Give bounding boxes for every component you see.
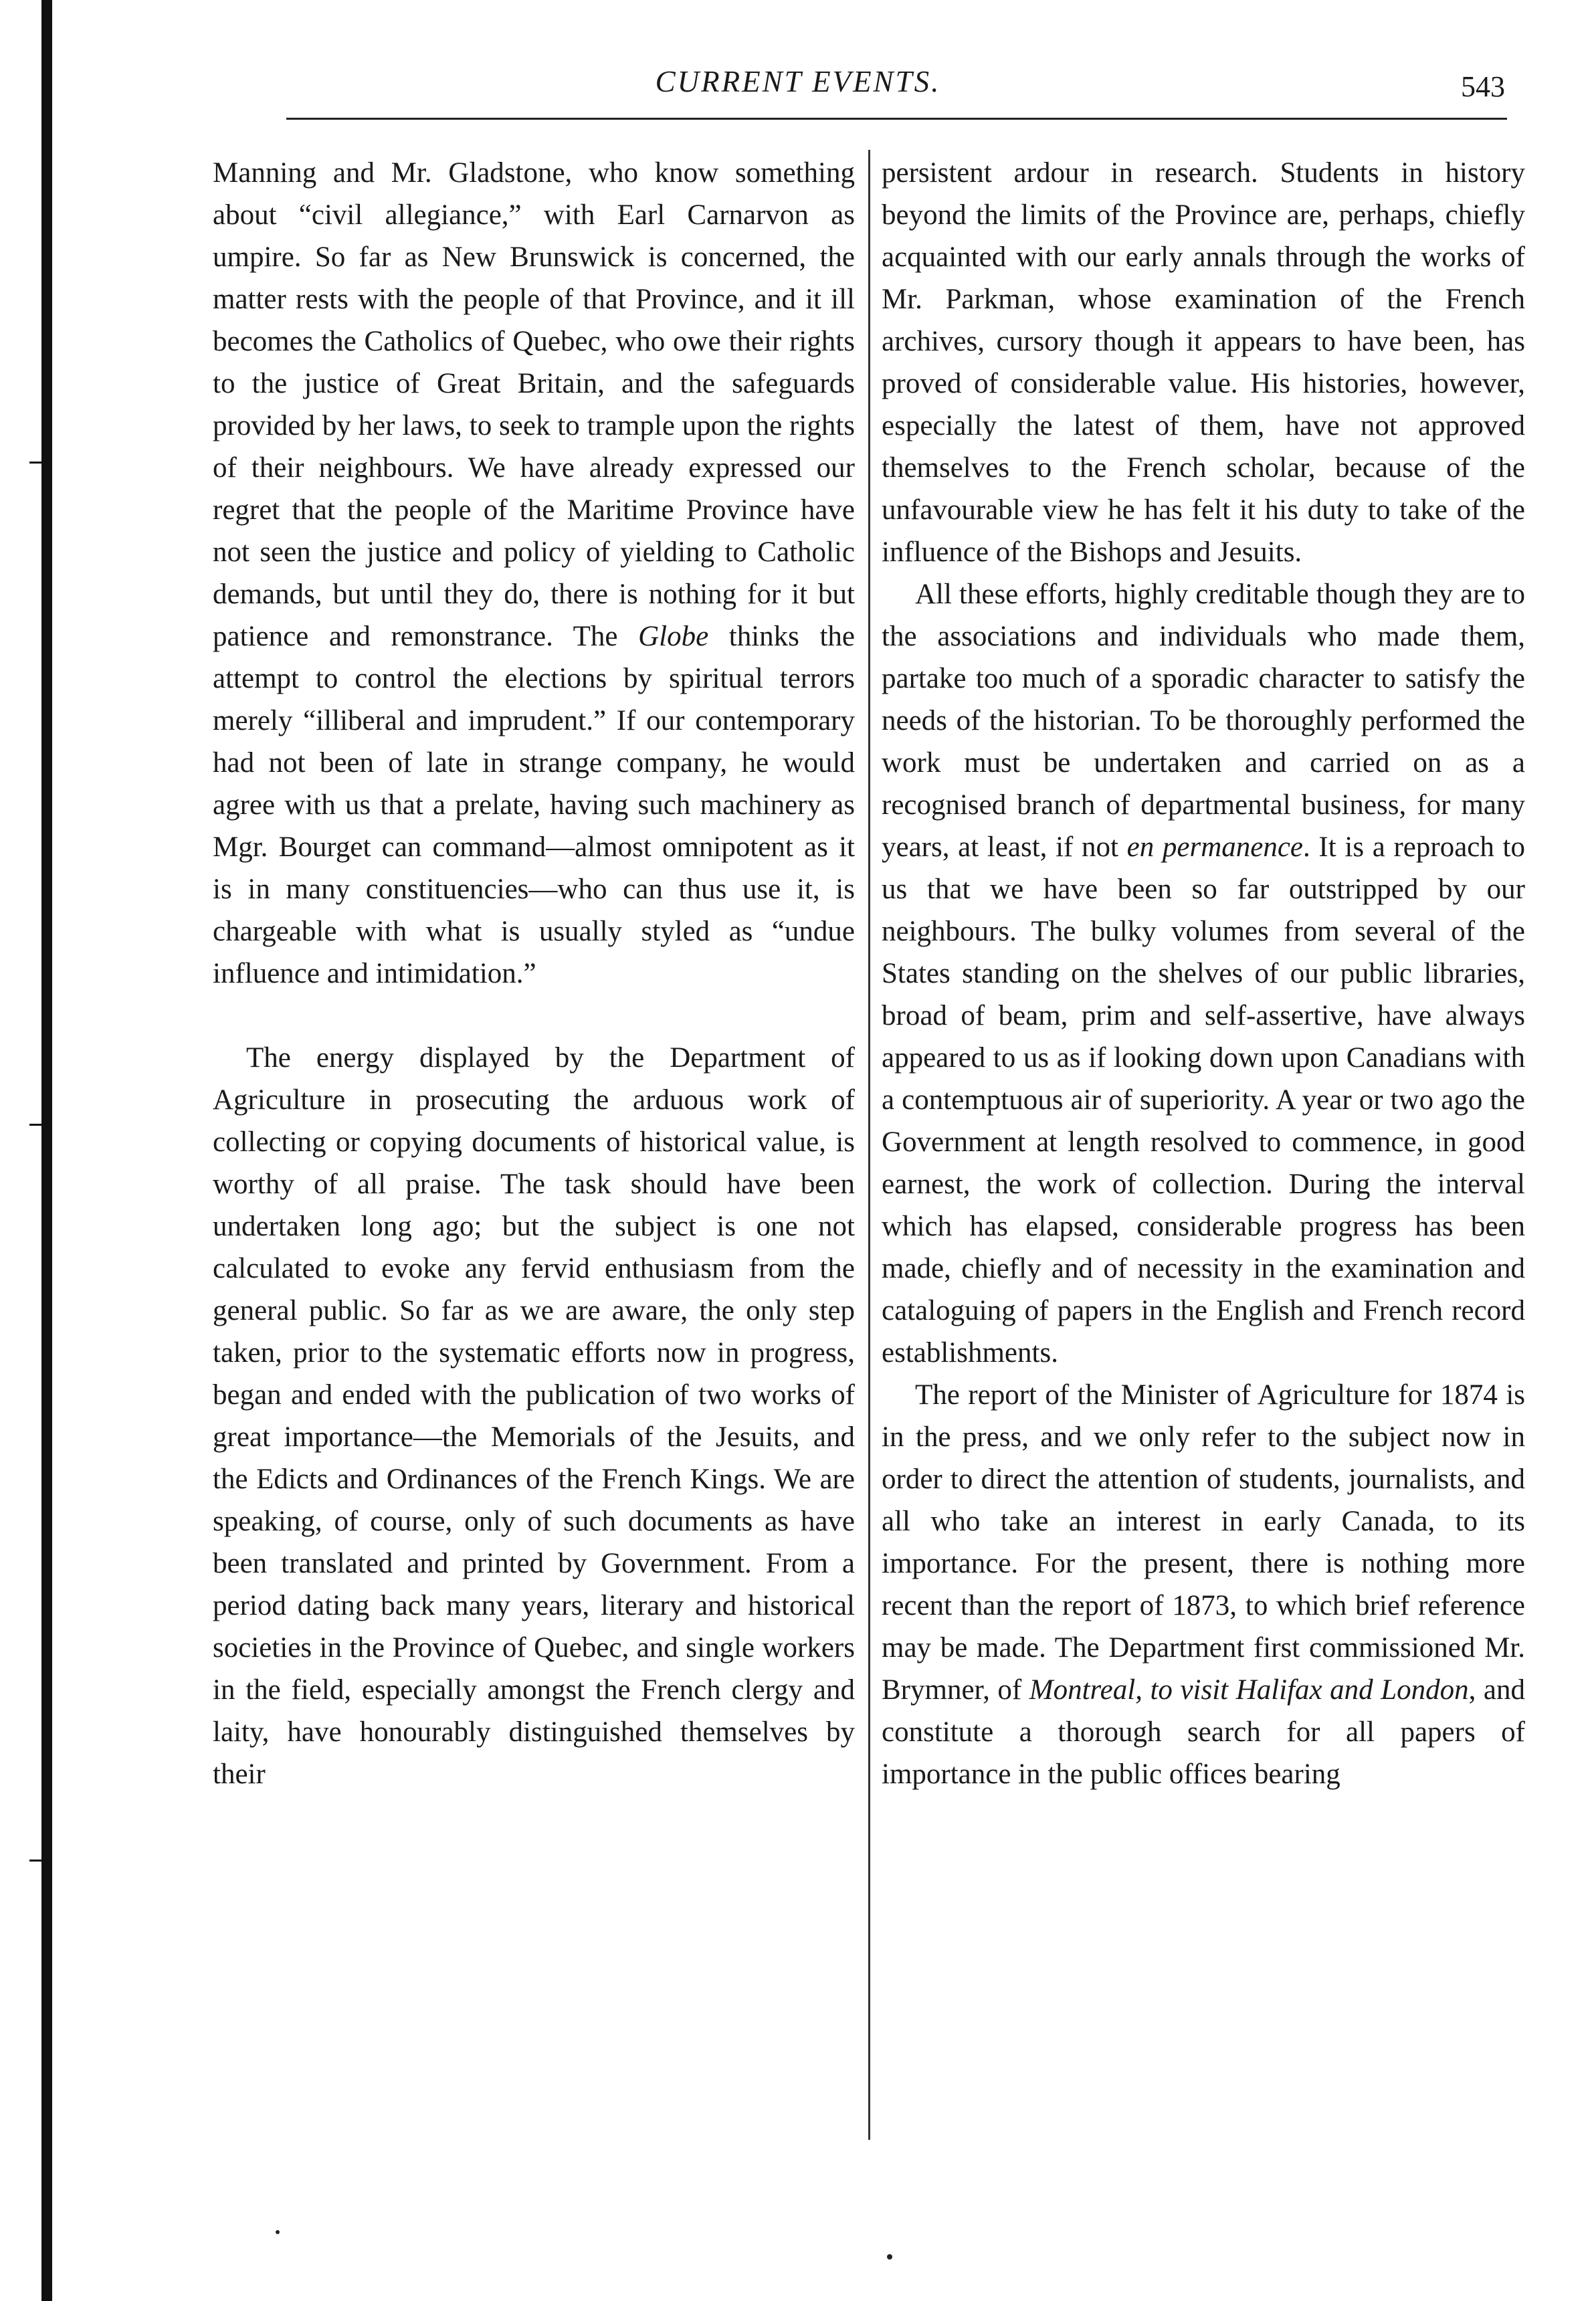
right-paragraph-3: The report of the Minister of Agriculture for 1874 is in the press, and we only refer to the subject now in order to direct the attention of students, journalists, and all who take an interest in early Canada, to its importance. For the present, there is nothing more recent than the report of 1873, to which brief reference may be made. The Department first commissioned Mr. Brymner, of Montreal, to visit Halifax and London, and constitute a thorough search for all papers of importance in the public offices bearing — [882, 1379, 1525, 1790]
column-divider — [868, 150, 870, 2140]
binding-mark — [29, 1124, 44, 1126]
right-paragraph-1: persistent ardour in research. Students in history beyond the limits of the Province are, perhaps, chiefly acquainted with our early annals through the works of Mr. Parkman, whose examination of the French archives, cursory though it appears to have been, has proved of considerable value. His histories, however, especially the latest of them, have not approved themselves to the French scholar, because of the unfavourable view he has felt it his duty to take of the influence of the Bishops and Jesuits. — [882, 157, 1525, 568]
header-rule — [286, 118, 1507, 120]
left-paragraph-1: Manning and Mr. Gladstone, who know something about “civil allegiance,” with Earl Carnarvon as umpire. So far as New Brunswick is concerned, the matter rests with the people of that Province, and it ill becomes the Catholics of Quebec, who owe their rights to the justice of Great Britain, and the safeguards provided by her laws, to seek to trample upon the rights of their neighbours. We have already expressed our regret that the people of the Maritime Province have not seen the justice and policy of yielding to Catholic demands, but until they do, there is nothing for it but patience and remonstrance. The Globe thinks the attempt to control the elections by spiritual terrors merely “illiberal and imprudent.” If our contemporary had not been of late in strange company, he would agree with us that a prelate, having such machinery as Mgr. Bourget can command—almost omnipotent as it is in many constituencies—who can thus use it, is chargeable with what is usually styled as “undue influence and intimidation.” — [213, 157, 855, 989]
page-number: 543 — [1461, 70, 1505, 103]
print-speck — [276, 2230, 280, 2234]
left-paragraph-2: The energy displayed by the Department of Agriculture in prosecuting the arduous work of collecting or copying documents of historical value, is worthy of all praise. The task should have been undertaken long ago; but the subject is one not calculated to evoke any fervid enthusiasm from the general public. So far as we are aware, the only step taken, prior to the systematic efforts now in progress, began and ended with the publication of two works of great importance—the Memorials of the Jesuits, and the Edicts and Ordinances of the French Kings. We are speaking, of course, only of such documents as have been translated and printed by Government. From a period dating back many years, literary and historical societies in the Province of Quebec, and single workers in the field, especially amongst the French clergy and laity, have honourably distinguished themselves by their — [213, 1042, 855, 1790]
binding-edge — [41, 0, 52, 2301]
right-paragraph-2: All these efforts, highly creditable though they are to the associations and individuals who made them, partake too much of a sporadic character to satisfy the needs of the historian. To be thoroughly performed the work must be undertaken and carried on as a recognised branch of departmental business, for many years, at least, if not en permanence. It is a reproach to us that we have been so far outstripped by our neighbours. The bulky volumes from several of the States standing on the shelves of our public libraries, broad of beam, prim and self-assertive, have always appeared to us as if looking down upon Canadians with a contemptuous air of superiority. A year or two ago the Government at length resolved to commence, in good earnest, the work of collection. During the interval which has elapsed, considerable progress has been made, chiefly and of necessity in the examination and cataloguing of papers in the English and French record establishments. — [882, 579, 1525, 1369]
right-column — [882, 152, 1525, 1795]
print-speck — [887, 2254, 892, 2260]
left-column — [213, 152, 855, 1795]
binding-mark — [29, 462, 44, 464]
binding-mark — [29, 1860, 44, 1862]
running-head: CURRENT EVENTS. — [655, 65, 941, 98]
